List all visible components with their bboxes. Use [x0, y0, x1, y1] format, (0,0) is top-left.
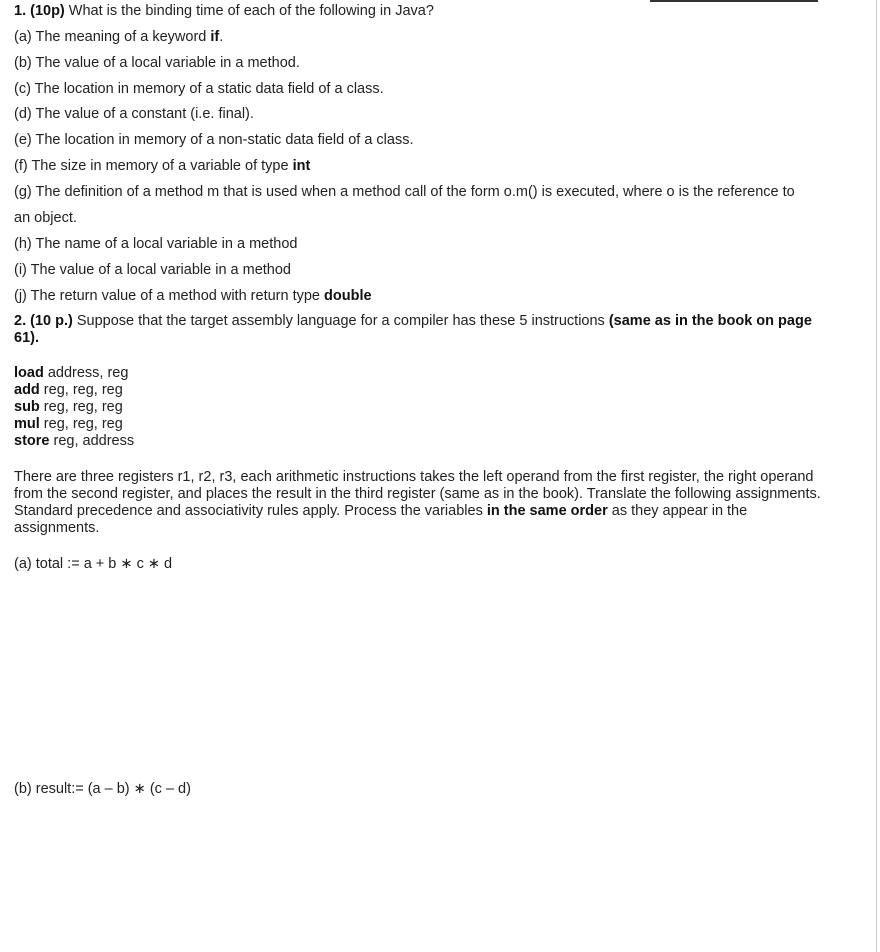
q1-item-f-keyword: int: [292, 158, 311, 174]
instruction-op: store: [14, 433, 50, 449]
q1-item-a-keyword: if: [210, 29, 220, 45]
q1-header: [14, 3, 434, 20]
q1-item-g-line1: (g) The definition of a method m that is used when a method call of the form o.m() is executed, where o is the reference to: [14, 184, 795, 200]
q2-paragraph-bold: in the same order: [486, 503, 608, 519]
q1-item-d: (d) The value of a constant (i.e. final).: [14, 106, 254, 122]
instruction-load: [14, 365, 128, 382]
instruction-args: reg, reg, reg: [39, 416, 123, 432]
q1-item-c: (c) The location in memory of a static data field of a class.: [14, 81, 384, 97]
q2-prompt: Suppose that the target assembly language for a compiler has these 5 instructions: [72, 313, 609, 329]
q2-paragraph-tail: as they appear in the assignments.: [14, 503, 748, 536]
q2-paragraph-text: There are three registers r1, r2, r3, each arithmetic instructions takes the left operand from the first register, the right operand from the second register, and places the result in the third register (same as in the book). Translate the following assignments. Standard precedence and associativity rules apply. Process the variables: [14, 469, 821, 519]
instruction-add: [14, 382, 123, 399]
q1-item-f-text: (f) The size in memory of a variable of type: [14, 158, 293, 174]
q2-number: 2. (10 p.): [14, 313, 73, 329]
q2-part-b: (b) result:= (a – b) ∗ (c – d): [14, 781, 191, 797]
q1-prompt: What is the binding time of each of the following in Java?: [68, 3, 434, 19]
q1-item-j-keyword: double: [324, 288, 372, 304]
q1-item-b: (b) The value of a local variable in a method.: [14, 55, 300, 71]
q1-item-i: (i) The value of a local variable in a method: [14, 262, 291, 278]
q1-item-a: [14, 29, 223, 46]
instruction-op: sub: [14, 399, 40, 415]
instruction-store: [14, 433, 134, 450]
instruction-sub: [14, 399, 123, 416]
instruction-mul: [14, 416, 123, 433]
q1-item-j: [14, 288, 372, 305]
instruction-op: load: [14, 365, 44, 381]
q1-item-a-tail: .: [219, 29, 224, 45]
q2-header: [14, 313, 814, 347]
q1-item-f: [14, 158, 310, 175]
instruction-op: mul: [14, 416, 40, 432]
instruction-args: reg, reg, reg: [39, 382, 123, 398]
q1-number: 1. (10p): [14, 3, 65, 19]
q1-item-e: (e) The location in memory of a non-static data field of a class.: [14, 132, 414, 148]
q1-item-g-line2: an object.: [14, 210, 77, 226]
instruction-args: reg, reg, reg: [39, 399, 123, 415]
page-border: [876, 0, 877, 952]
instruction-args: reg, address: [49, 433, 135, 449]
top-rule: [650, 0, 818, 2]
instruction-op: add: [14, 382, 40, 398]
q2-prompt-bold: (same as in the book on page 61).: [14, 313, 812, 346]
q2-part-a: (a) total := a + b ∗ c ∗ d: [14, 556, 173, 572]
q1-item-h: (h) The name of a local variable in a method: [14, 236, 298, 252]
q1-item-a-text: (a) The meaning of a keyword: [14, 29, 211, 45]
q2-paragraph: [14, 469, 829, 537]
q1-item-j-text: (j) The return value of a method with return type: [14, 288, 325, 304]
instruction-args: address, reg: [43, 365, 129, 381]
